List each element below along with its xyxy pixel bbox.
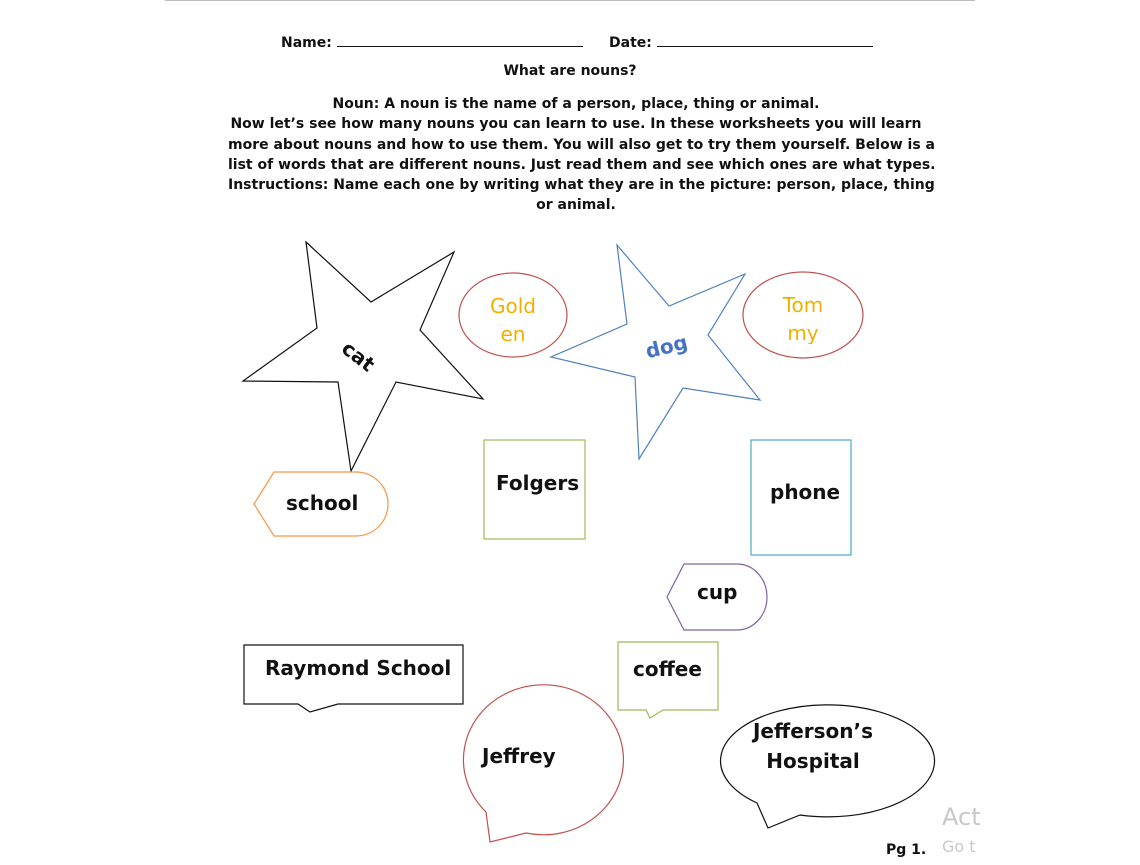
jeffersons-label-line2: Hospital <box>766 749 860 773</box>
golden-label-line1: Gold <box>490 294 536 318</box>
intro-line: more about nouns and how to use them. You will also get to try them yourself. Below is a <box>228 136 935 153</box>
activation-watermark-line2: Go t <box>942 837 976 856</box>
intro-line: or animal. <box>536 197 616 214</box>
tommy-label-line1: Tom <box>782 293 824 317</box>
name-label: Name: <box>281 35 332 51</box>
golden-label-line2: en <box>500 322 526 343</box>
tommy-clip <box>760 291 846 344</box>
phone-label: phone <box>770 480 841 504</box>
folgers-label: Folgers <box>496 471 580 495</box>
dog-label: dog <box>643 329 690 364</box>
raymond-school-label: Raymond School <box>265 656 452 680</box>
page-title: What are nouns? <box>503 63 637 79</box>
jeffersons-label-line1: Jefferson’s <box>752 719 874 743</box>
tommy-label-line2: my <box>787 321 819 344</box>
intro-line: Noun: A noun is the name of a person, place, thing or animal. <box>332 96 820 112</box>
cat-label: cat <box>337 336 380 377</box>
cup-label: cup <box>697 580 738 604</box>
intro-line: Now let’s see how many nouns you can learn to use. In these worksheets you will learn <box>230 116 922 133</box>
date-label: Date: <box>609 35 652 51</box>
golden-clip <box>470 292 556 343</box>
page-number: Pg 1. <box>886 842 927 858</box>
intro-line: Instructions: Name each one by writing what they are in the picture: person, place, thing <box>228 177 935 194</box>
jeffrey-label: Jeffrey <box>482 744 556 768</box>
coffee-label: coffee <box>633 657 702 681</box>
jeffersons-text <box>733 716 893 776</box>
activation-watermark-line1: Act <box>942 803 981 831</box>
school-label: school <box>286 491 359 515</box>
intro-line: list of words that are different nouns. Just read them and see which ones are what types. <box>228 156 936 173</box>
